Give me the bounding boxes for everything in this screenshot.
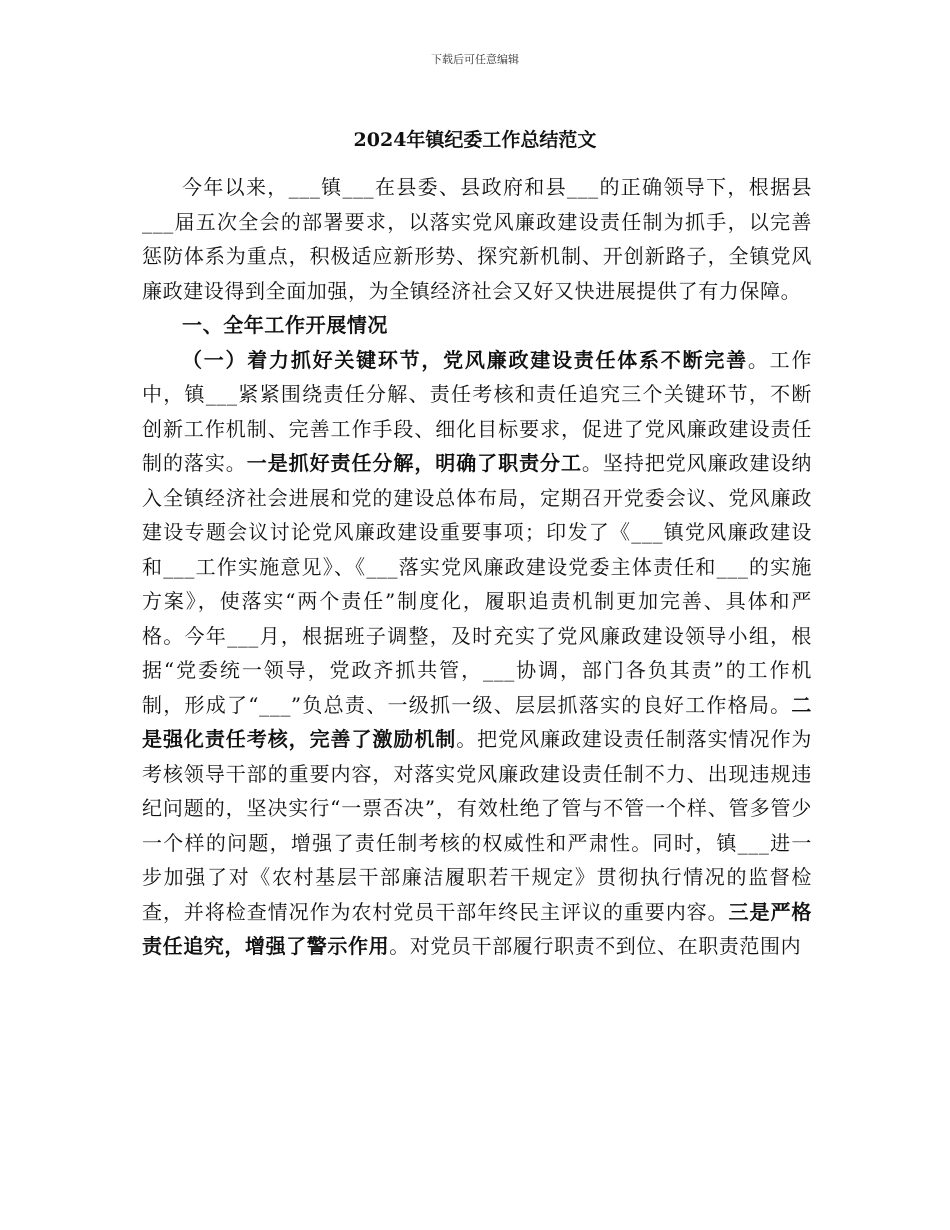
section-heading: 一、全年工作开展情况 [182, 313, 388, 337]
paragraph-text: 。坚持把党风廉政建设纳入全镇经济社会进展和党的建设总体布局，定期召开党委会议、党风廉政建设专题会议讨论党风廉政建设重要事项；印发了《___镇党风廉政建设和___工作实施意见》、《___落实党风廉政建设党委主体责任和___的实施方案》，使落实“两个责任”制度化，履职追责机制更加完善、具体和严格。今年___月，根据班子调整，及时充实了党风廉政建设领导小组，根据“党委统一领导，党政齐抓共管，___协调，部门各负其责”的工作机制，形成了“___”负总责、一级抓一级、层层抓落实的良好工作格局。 [142, 451, 812, 717]
subsection-paragraph [142, 343, 812, 964]
intro-paragraph: 今年以来，___镇___在县委、县政府和县___的正确领导下，根据县___届五次全会的部署要求，以落实党风廉政建设责任制为抓手，以完善惩防体系为重点，积极适应新形势、探究新机制、开创新路子，全镇党风廉政建设得到全面加强，为全镇经济社会又好又快进展提供了有力保障。 [142, 175, 812, 303]
point-heading-3: 三是严格责任追究，增强了警示作用 [142, 899, 812, 958]
point-heading-2: 二是强化责任考核，完善了激励机制 [142, 692, 812, 751]
paragraph-text: 。工作中，镇___紧紧围绕责任分解、责任考核和责任追究三个关键环节，不断创新工作机制、完善工作手段、细化目标要求，促进了党风廉政建设责任制的落实。 [142, 347, 812, 475]
page-header-note: 下载后可任意编辑 [431, 53, 519, 66]
paragraph-text: 。对党员干部履行职责不到位、在职责范围内 [389, 934, 802, 958]
paragraph-text: 。把党风廉政建设责任制落实情况作为考核领导干部的重要内容，对落实党风廉政建设责任制不力、出现违规违纪问题的，坚决实行“一票否决”，有效杜绝了管与不管一个样、管多管少一个样的问题，增强了责任制考核的权威性和严肃性。同时，镇___进一步加强了对《农村基层干部廉洁履职若干规定》贯彻执行情况的监督检查，并将检查情况作为农村党员干部年终民主评议的重要内容。 [142, 727, 813, 924]
document-body [142, 170, 812, 964]
point-heading-1: 一是抓好责任分解，明确了职责分工 [246, 451, 582, 475]
subsection-lead: （一）着力抓好关键环节，党风廉政建设责任体系不断完善 [182, 347, 748, 372]
document-title: 2024年镇纪委工作总结范文 [353, 129, 597, 151]
